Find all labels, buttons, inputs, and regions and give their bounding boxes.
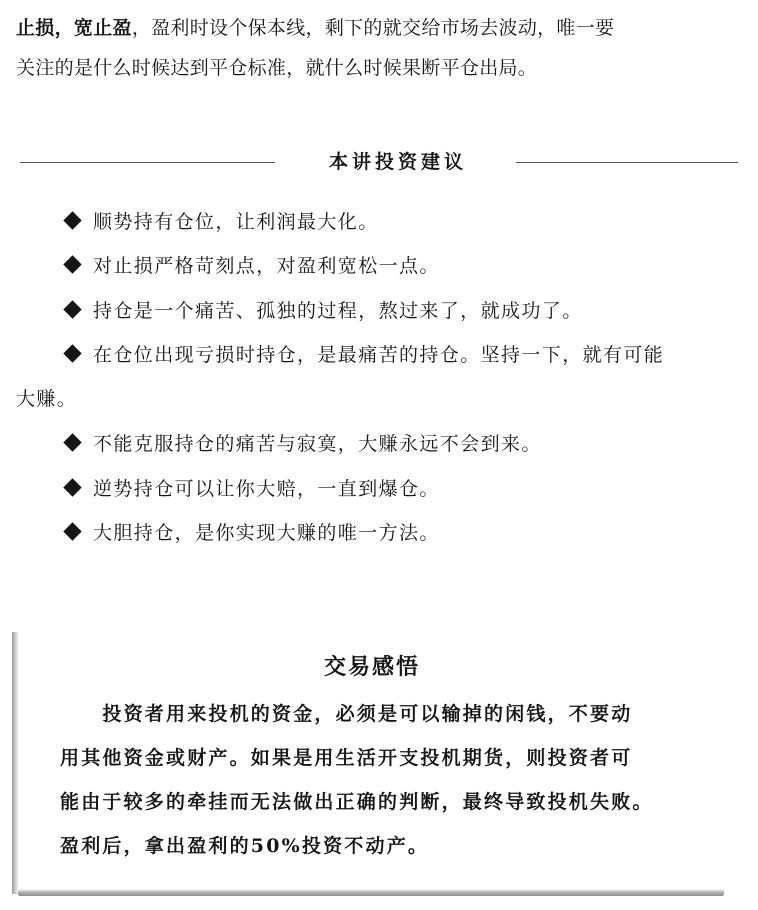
intro-bold-lead: 止损，宽止盈: [16, 17, 132, 39]
box-left-border: [12, 632, 19, 894]
divider-rule-left: [20, 162, 275, 163]
advice-item: [16, 511, 752, 555]
advice-item-continuation: 大赚。: [16, 388, 78, 410]
advice-text: 顺势持有仓位，让利润最大化。: [93, 211, 379, 233]
section-title: 本讲投资建议: [328, 151, 467, 173]
advice-text: 逆势持仓可以让你大赔，一直到爆仓。: [93, 478, 440, 500]
advice-item: [16, 289, 752, 333]
advice-item: [16, 244, 752, 288]
divider-rule-right: [516, 162, 738, 163]
advice-item: [16, 333, 752, 377]
advice-text: 在仓位出现亏损时持仓，是最痛苦的持仓。坚持一下，就有可能: [93, 344, 665, 366]
intro-line-1: [16, 8, 750, 48]
advice-text: 不能克服持仓的痛苦与寂寞，大赚永远不会到来。: [93, 433, 542, 455]
insight-line: 用其他资金或财产。如果是用生活开支投机期货，则投资者可: [60, 747, 633, 769]
box-bottom-border: [18, 889, 724, 896]
advice-item: [16, 200, 752, 244]
diamond-bullet-icon: [63, 344, 81, 362]
intro-line-2: 关注的是什么时候达到平仓标准，就什么时候果断平仓出局。: [16, 57, 538, 79]
advice-text: 持仓是一个痛苦、孤独的过程，熬过来了，就成功了。: [93, 300, 583, 322]
section-divider: [20, 150, 738, 174]
diamond-bullet-icon: [63, 255, 81, 273]
diamond-bullet-icon: [63, 522, 81, 540]
diamond-bullet-icon: [63, 300, 81, 318]
advice-item: [16, 467, 752, 511]
advice-item: [16, 422, 752, 466]
insight-title: 交易感悟: [324, 655, 421, 680]
insight-box: [12, 612, 734, 896]
advice-text: 大胆持仓，是你实现大赚的唯一方法。: [93, 522, 440, 544]
diamond-bullet-icon: [63, 433, 81, 451]
intro-line-1-text: ，盈利时设个保本线，剩下的就交给市场去波动，唯一要: [131, 17, 615, 39]
intro-paragraph: [16, 8, 750, 88]
diamond-bullet-icon: [63, 211, 81, 229]
insight-line: 盈利后，拿出盈利的50%投资不动产。: [60, 835, 430, 857]
insight-line: 能由于较多的牵挂而无法做出正确的判断，最终导致投机失败。: [60, 791, 654, 813]
insight-line: 投资者用来投机的资金，必须是可以输掉的闲钱，不要动: [60, 703, 633, 725]
diamond-bullet-icon: [63, 478, 81, 496]
advice-text: 对止损严格苛刻点，对盈利宽松一点。: [93, 255, 440, 277]
